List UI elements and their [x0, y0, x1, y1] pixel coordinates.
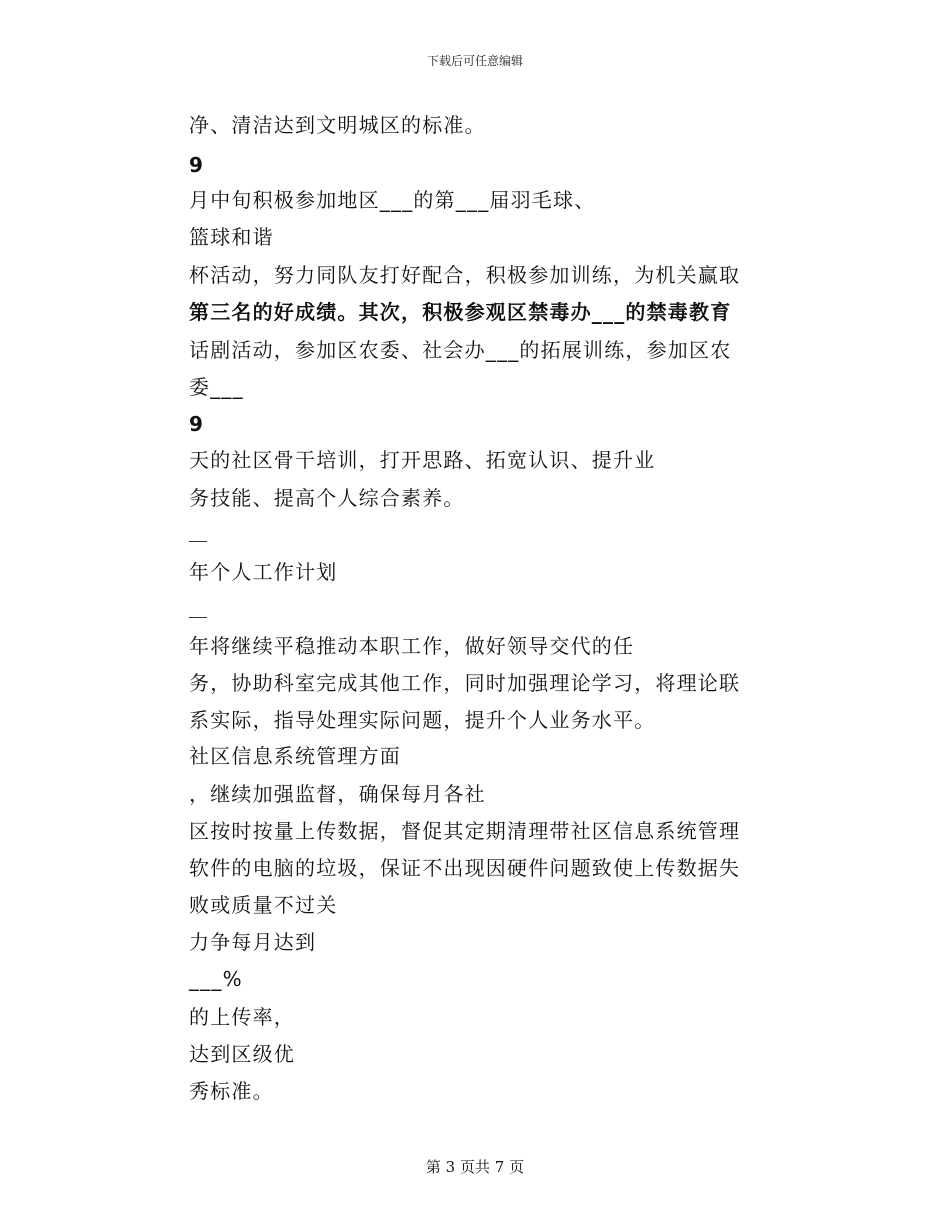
text-line: 秀标准。 — [189, 1079, 274, 1103]
page-header: 下载后可任意编辑 — [426, 54, 523, 68]
text-line: 年将继续平稳推动本职工作，做好领导交代的任 — [189, 634, 635, 658]
text-line-number: 9 — [189, 412, 203, 436]
text-line: 系实际，指导处理实际问题，提升个人业务水平。 — [189, 708, 656, 732]
text-line: 区按时按量上传数据，督促其定期清理带社区信息系统管理 — [189, 819, 741, 843]
text-line: 篮球和谐 — [189, 225, 274, 249]
text-line: 杯活动，努力同队友打好配合，积极参加训练，为机关赢取 — [189, 263, 741, 287]
text-line: 达到区级优 — [189, 1042, 295, 1066]
text-line-number: 9 — [189, 153, 203, 177]
blank-rule — [189, 617, 207, 618]
text-line: 务，协助科室完成其他工作，同时加强理论学习，将理论联 — [189, 671, 741, 695]
text-line: 委___ — [189, 375, 244, 399]
page-footer: 第 3 页共 7 页 — [425, 1158, 525, 1176]
text-line: 天的社区骨干培训，打开思路、拓宽认识、提升业 — [189, 448, 656, 472]
text-line-bold: 第三名的好成绩。其次，积极参观区禁毒办___的禁毒教育 — [189, 300, 732, 324]
text-line: 务技能、提高个人综合素养。 — [189, 486, 465, 510]
text-line: 年个人工作计划 — [189, 560, 338, 584]
text-line: 力争每月达到 — [189, 930, 317, 954]
text-line: 月中旬积极参加地区___的第___届羽毛球、 — [189, 188, 596, 212]
text-line: 的上传率， — [189, 1005, 295, 1029]
text-line: 软件的电脑的垃圾，保证不出现因硬件问题致使上传数据失 — [189, 856, 741, 880]
text-line: ___% — [189, 967, 243, 991]
text-line: 社区信息系统管理方面 — [189, 744, 401, 768]
text-line: 话剧活动，参加区农委、社会办___的拓展训练，参加区农 — [189, 338, 732, 362]
text-line: 净、清洁达到文明城区的标准。 — [189, 113, 486, 137]
text-line: 败或质量不过关 — [189, 893, 338, 917]
blank-rule — [189, 541, 207, 542]
text-line: ，继续加强监督，确保每月各社 — [189, 782, 486, 806]
